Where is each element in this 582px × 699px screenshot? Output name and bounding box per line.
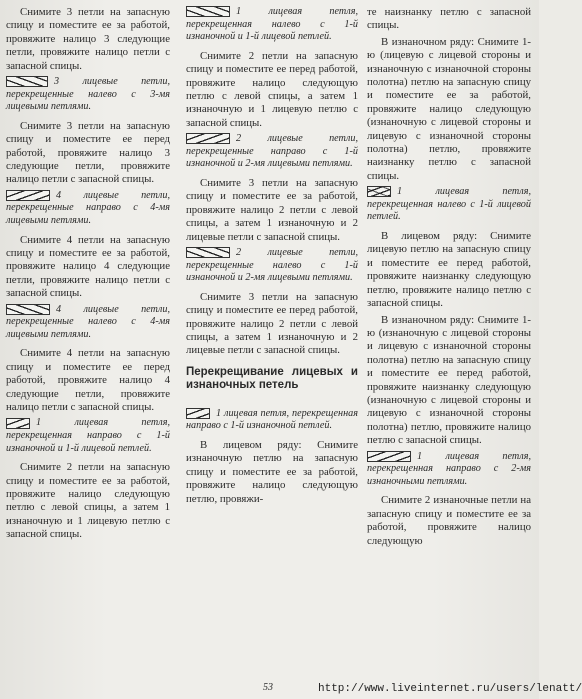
stitch-chart-icon	[367, 186, 391, 197]
stitch-caption: 1 лицевая петля, перекрещенная налево с 1-й лицевой петлей.	[367, 186, 531, 223]
stitch-caption: 4 лицевые петли, перекрещенные направо с 4-мя лицевыми петлями.	[6, 189, 170, 227]
paragraph: Снимите 2 петли на запасную спицу и поместите ее за работой, провяжите налицо следующую петлю с левой спицы, а затем 1 изнаночную и 1 лицевую петлю с запасной спицы.	[6, 461, 170, 541]
stitch-chart-icon	[186, 408, 210, 419]
stitch-caption: 4 лицевые петли, перекрещенные налево с 4-мя лицевыми петлями.	[6, 303, 170, 340]
stitch-chart-icon	[6, 76, 48, 87]
stitch-caption: 1 лицевая петля, перекрещенная направо с 2-мя изнаночными петлями.	[367, 450, 531, 487]
paragraph: Снимите 3 петли на запасную спицу и поместите ее за работой, провяжите налицо 2 петли с левой спицы, а затем 1 изнаночную и 2 лицевые петли с запасной спицы.	[186, 177, 358, 243]
paragraph: Снимите 2 петли на запасную спицу и поместите ее перед работой, провяжите налицо следующую петлю с левой спицы, а затем 1 изнаночную и 1 лицевую петлю с запасной спицы.	[186, 49, 358, 129]
stitch-chart-icon	[6, 304, 50, 315]
stitch-caption: 2 лицевые петли, перекрещенные направо с 1-й изнаночной и 2-мя лицевыми петлями.	[186, 133, 358, 170]
stitch-chart-icon	[186, 133, 230, 144]
stitch-chart-icon	[367, 451, 411, 462]
stitch-chart-icon	[186, 247, 230, 258]
paragraph: Снимите 3 петли на запасную спицу и поместите ее перед работой, провяжите налицо 2 петли с левой спицы, а затем 1 изнаночную и 2 лицевые петли с запасной спицы.	[186, 290, 358, 357]
paragraph: Снимите 4 петли на запасную спицу и поместите ее за работой, провяжите налицо 4 следующие петли, провяжите налицо петли с запасной спицы.	[6, 233, 170, 300]
paragraph: В лицевом ряду: Снимите изнаночную петлю на запасную спицу и поместите ее за работой, провяжите налицо следующую петлю, провяжи-	[186, 439, 358, 505]
stitch-chart-icon	[186, 6, 230, 17]
text-column-1	[6, 6, 170, 545]
paragraph: Снимите 2 изнаночные петли на запасную спицу и поместите ее за работой, провяжите налицо следующую	[367, 494, 531, 547]
paragraph: В изнаночном ряду: Снимите 1-ю (лицевую с лицевой стороны и изнаночную с изнаночной стороны полотна) петлю на запасную спицу и поместите ее за работой, провяжите налицо следующую (изнаночную с лицевой стороны и лицевую с изнаночной стороны полотна) петлю, провяжите наизнанку петлю с запасной спицы.	[367, 35, 531, 182]
stitch-chart-icon	[6, 418, 30, 429]
paragraph: Снимите 3 петли на запасную спицу и поместите ее за работой, провяжите налицо 3 следующие петли, провяжите налицо петли с запасной спицы.	[6, 6, 170, 72]
paragraph: те наизнанку петлю с запасной спицы.	[367, 6, 531, 32]
stitch-caption: 2 лицевые петли, перекрещенные налево с 1-й изнаночной и 2-мя лицевыми петлями.	[186, 247, 358, 284]
text-column-2	[186, 6, 358, 509]
stitch-caption: 1 лицевая петля, перекрещенная налево с 1-й изнаночной и 1-й лицевой петлей.	[186, 6, 358, 43]
paragraph: В лицевом ряду: Снимите лицевую петлю на запасную спицу и поместите ее перед работой, провяжите наизнанку следующую петлю, провяжите налицо петлю с запасной спицы.	[367, 230, 531, 310]
stitch-chart-icon	[6, 190, 50, 201]
paragraph: Снимите 4 петли на запасную спицу и поместите ее перед работой, провяжите налицо 4 следующие петли, провяжите налицо петли с запасной спицы.	[6, 347, 170, 414]
stitch-caption: 1 лицевая петля, перекрещенная направо с 1-й изнаночной петлей.	[186, 407, 358, 432]
watermark-url: http://www.liveinternet.ru/users/lenatt/	[318, 683, 582, 695]
section-heading: Перекрещивание лицевых и изнаночных петель	[186, 365, 358, 391]
paragraph: В изнаночном ряду: Снимите 1-ю (изнаночную с лицевой стороны и лицевую с изнаночной стороны полотна) петлю на запасную спицу и поместите ее перед работой, провяжите наизнанку следующую (изнаночную с лицевой стороны и лицевую с изнаночной стороны полотна) петлю, провяжите налицо петлю с запасной спицы.	[367, 313, 531, 447]
paragraph: Снимите 3 петли на запасную спицу и поместите ее перед работой, провяжите налицо 3 следующие петли, провяжите налицо петли с запасной спицы.	[6, 119, 170, 186]
stitch-caption: 3 лицевые петли, перекрещенные налево с 3-мя лицевыми петлями.	[6, 76, 170, 113]
text-column-3	[367, 6, 531, 551]
stitch-caption: 1 лицевая петля, перекрещенная направо с 1-й изнаночной и 1-й лицевой петлей.	[6, 417, 170, 454]
page-number: 53	[263, 682, 273, 693]
